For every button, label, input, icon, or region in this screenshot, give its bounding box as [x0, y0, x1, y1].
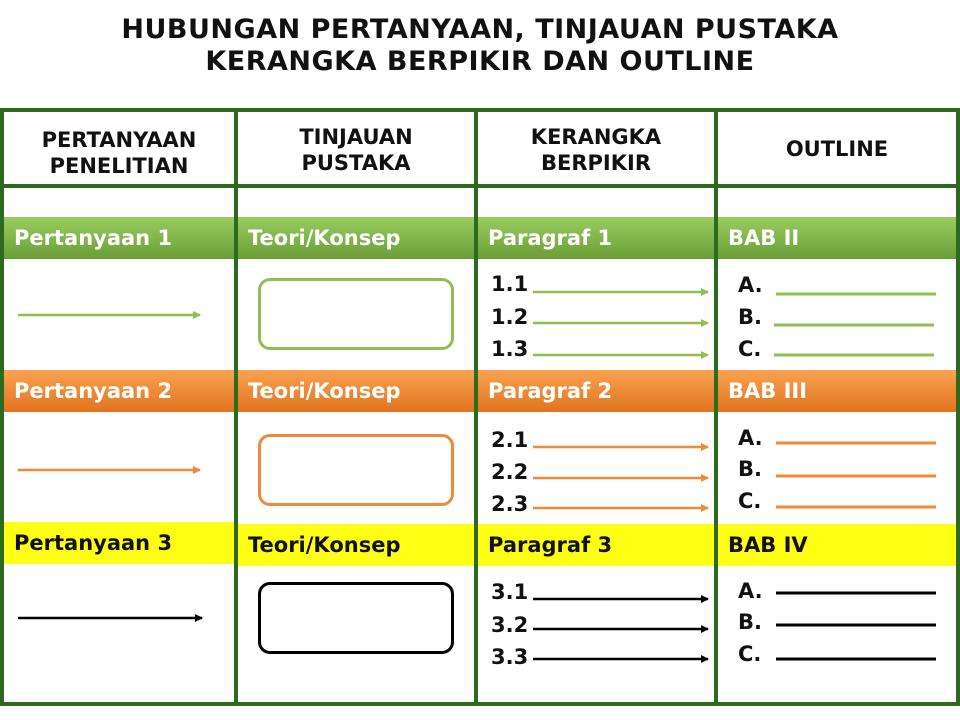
header-outline-line1: OUTLINE [785, 137, 889, 161]
band-paragraf-1: Paragraf 1 [478, 217, 714, 259]
band-pertanyaan-1: Pertanyaan 1 [4, 217, 234, 259]
outline-item-2-b: B. [738, 457, 762, 481]
outline-item-1-c: C. [738, 337, 762, 361]
sub-item-2-2: 2.2 [491, 460, 529, 484]
band-pertanyaan-2: Pertanyaan 2 [4, 370, 234, 412]
header-tinjauan-line2: PUSTAKA [301, 151, 411, 175]
outline-item-3-a: A. [738, 579, 763, 603]
title-line-1: HUBUNGAN PERTANYAAN, TINJAUAN PUSTAKA [121, 14, 839, 45]
sub-item-3-3: 3.3 [491, 645, 529, 669]
outline-item-2-a: A. [738, 426, 763, 450]
sub-item-1-1: 1.1 [491, 272, 529, 296]
band-bab-3: BAB IV [718, 524, 956, 566]
header-kerangka-line1: KERANGKA [530, 125, 662, 149]
sub-item-1-3: 1.3 [491, 337, 529, 361]
outline-item-3-c: C. [738, 642, 762, 666]
band-pertanyaan-3: Pertanyaan 3 [4, 522, 234, 564]
title-line-2: KERANGKA BERPIKIR DAN OUTLINE [205, 46, 755, 77]
outline-item-1-a: A. [738, 273, 763, 297]
sub-item-1-2: 1.2 [491, 305, 529, 329]
band-paragraf-2: Paragraf 2 [478, 370, 714, 412]
outline-item-1-b: B. [738, 305, 762, 329]
header-kerangka-line2: BERPIKIR [541, 151, 651, 175]
header-tinjauan-line1: TINJAUAN [299, 125, 413, 149]
header-pertanyaan-line2: PENELITIAN [49, 154, 189, 178]
band-bab-1: BAB II [718, 217, 956, 259]
outline-item-3-b: B. [738, 610, 762, 634]
sub-item-2-1: 2.1 [491, 428, 529, 452]
band-teori-2: Teori/Konsep [238, 370, 474, 412]
header-pertanyaan-line1: PERTANYAAN [41, 128, 197, 152]
band-teori-3: Teori/Konsep [238, 524, 474, 566]
sub-item-2-3: 2.3 [491, 492, 529, 516]
band-paragraf-3: Paragraf 3 [478, 524, 714, 566]
sub-item-3-1: 3.1 [491, 580, 529, 604]
sub-item-3-2: 3.2 [491, 613, 529, 637]
outline-item-2-c: C. [738, 489, 762, 513]
band-bab-2: BAB III [718, 370, 956, 412]
band-teori-1: Teori/Konsep [238, 217, 474, 259]
